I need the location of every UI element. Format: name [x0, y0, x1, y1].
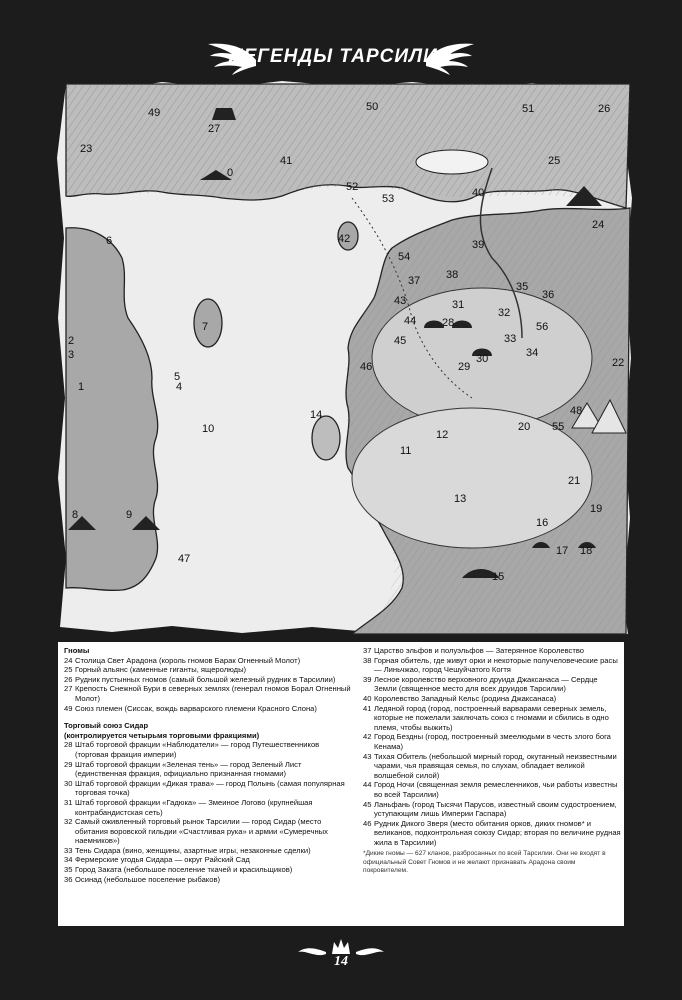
- map-marker-21: 21: [568, 475, 581, 487]
- legend-entry-number: 33: [64, 845, 73, 855]
- legend-entry-24: [64, 656, 354, 666]
- map-marker-49: 49: [148, 107, 161, 119]
- legend-entry-33: [64, 846, 354, 856]
- map-marker-38: 38: [446, 269, 459, 281]
- legend-entry-text: Город Ночи (священная земля ремесленников, чьи работы известны во всей Тарсилии): [374, 780, 618, 799]
- legend-entry-number: 24: [64, 655, 73, 665]
- legend-entry-34: [64, 855, 354, 865]
- page-number: 14: [334, 954, 348, 969]
- legend-entry-number: 28: [64, 740, 73, 750]
- map-marker-14: 14: [310, 409, 323, 421]
- map-illustration: [52, 78, 636, 638]
- page-footer: [0, 930, 682, 990]
- map-marker-18: 18: [580, 545, 593, 557]
- map-marker-43: 43: [394, 295, 407, 307]
- map-legend: [58, 642, 624, 926]
- map-marker-46: 46: [360, 361, 373, 373]
- map-marker-30: 30: [476, 353, 489, 365]
- legend-entry-31: [64, 798, 354, 817]
- legend-entry-text: Штаб торговой фракции «Дикая трава» — город Полынь (самая популярная торговая точка): [75, 778, 345, 798]
- legend-entry-42: [363, 732, 621, 751]
- map-marker-5: 5: [174, 371, 181, 383]
- legend-entry-text: Горный альянс (каменные гиганты, ящеролюды): [75, 665, 247, 675]
- map-marker-12: 12: [436, 429, 449, 441]
- map-marker-17: 17: [556, 545, 569, 557]
- map-marker-44: 44: [404, 315, 417, 327]
- map-marker-27: 27: [208, 123, 221, 135]
- legend-entry-number: 34: [64, 855, 73, 865]
- legend-entry-number: 49: [64, 703, 73, 713]
- legend-entry-text: Горная обитель, где живут орки и некоторые получеловеческие расы — Линьчжао, город Чешуйчатого Когтя: [374, 655, 618, 675]
- map-marker-3: 3: [68, 349, 75, 361]
- map-marker-4: 4: [176, 381, 183, 393]
- map-marker-40: 40: [472, 187, 485, 199]
- map-marker-28: 28: [442, 317, 455, 329]
- legend-entry-39: [363, 675, 621, 694]
- legend-entry-29: [64, 760, 354, 779]
- legend-entry-37: [363, 646, 621, 656]
- legend-entry-36: [64, 875, 354, 885]
- map-marker-33: 33: [504, 333, 517, 345]
- map-marker-32: 32: [498, 307, 511, 319]
- map-marker-36: 36: [542, 289, 555, 301]
- map-marker-22: 22: [612, 357, 625, 369]
- legend-entry-27: [64, 684, 354, 703]
- map-marker-24: 24: [592, 219, 605, 231]
- legend-entry-text: Штаб торговой фракции «Гадюка» — Змеиное Логово (крупнейшая контрабандистская сеть): [75, 797, 313, 817]
- legend-entry-text: Царство эльфов и полуэльфов — Затерянное Королевство: [374, 646, 585, 655]
- map-marker-0: 0: [227, 167, 234, 179]
- map-marker-52: 52: [346, 181, 359, 193]
- page-header: [0, 38, 682, 78]
- map-marker-29: 29: [458, 361, 471, 373]
- legend-entry-number: 37: [363, 646, 372, 655]
- legend-dwarves-list: [64, 656, 354, 714]
- legend-entry-40: [363, 694, 621, 704]
- legend-entry-text: Штаб торговой фракции «Наблюдатели» — город Путешественников (торговая фракция империи): [75, 740, 320, 759]
- legend-entry-number: 45: [363, 799, 372, 809]
- map-marker-39: 39: [472, 239, 485, 251]
- map-marker-35: 35: [516, 281, 529, 293]
- legend-entry-number: 41: [363, 703, 372, 713]
- map-marker-8: 8: [72, 509, 79, 521]
- legend-entry-41: [363, 704, 621, 733]
- map-marker-47: 47: [178, 553, 191, 565]
- map-marker-1: 1: [78, 381, 85, 393]
- legend-entry-number: 30: [64, 778, 73, 788]
- legend-entry-number: 42: [363, 732, 372, 742]
- legend-entry-text: Ланьфань (город Тысячи Парусов, известный своим судостроением, уступающим лишь Империи Гаспара): [374, 799, 617, 819]
- legend-entry-text: Лесное королевство верховного друида Джаксанаса — Сердце Земли (священное место для всех друидов Тарсилии): [374, 674, 598, 694]
- legend-entry-number: 39: [363, 674, 372, 684]
- legend-entry-text: Фермерские угодья Сидара — округ Райский Сад: [75, 855, 250, 865]
- map-marker-37: 37: [408, 275, 421, 287]
- legend-entry-text: Город Заката (небольшое поселение ткачей и красильщиков): [75, 865, 293, 875]
- legend-entry-text: Ледяной город (город, построенный варварами северных земель, которые не пожелали заключать союз с гномами и сбились в одно племя, чтобы выжить): [374, 703, 609, 732]
- legend-entry-text: Тень Сидара (вино, женщины, азартные игры, незаконные сделки): [75, 845, 311, 855]
- map-marker-55: 55: [552, 421, 565, 433]
- map-marker-48: 48: [570, 405, 583, 417]
- legend-entry-45: [363, 800, 621, 819]
- legend-entry-text: Рудник пустынных гномов (самый большой железный рудник в Тарсилии): [75, 674, 336, 684]
- map-marker-25: 25: [548, 155, 561, 167]
- map-marker-11: 11: [400, 445, 412, 457]
- map-marker-26: 26: [598, 103, 611, 115]
- legend-entry-38: [363, 656, 621, 675]
- legend-entry-text: Самый оживленный торговый рынок Тарсилии — город Сидар (место обитания воровской гильдии «Счастливая рука» и армии «Сумеречных наемников»): [75, 817, 328, 846]
- legend-entry-25: [64, 665, 354, 675]
- legend-heading-sidar: Торговый союз Сидар: [64, 721, 149, 731]
- legend-right-column: [363, 646, 621, 876]
- legend-entry-number: 29: [64, 759, 73, 769]
- legend-entry-number: 31: [64, 797, 73, 807]
- map-marker-31: 31: [452, 299, 465, 311]
- map-marker-51: 51: [522, 103, 535, 115]
- map-marker-42: 42: [338, 233, 351, 245]
- legend-entry-number: 44: [363, 780, 372, 790]
- island-14: [312, 416, 340, 460]
- legend-entry-49: [64, 704, 354, 714]
- northern-lake: [416, 150, 488, 174]
- legend-entry-text: Столица Свет Арадона (король гномов Барак Огненный Молот): [75, 655, 301, 665]
- legend-entry-35: [64, 865, 354, 875]
- legend-left-column: [64, 646, 354, 884]
- tarsilia-map: [52, 78, 636, 638]
- legend-entry-28: [64, 740, 354, 759]
- legend-entry-text: Союз племен (Сиссак, вождь варварского племени Красного Слона): [75, 703, 317, 713]
- legend-entry-text: Крепость Снежной Бури в северных землях (генерал гномов Борал Огненный Молот): [75, 684, 351, 703]
- legend-entry-text: Город Бездны (город, построенный змеелюдьми в честь злого бога Кенама): [374, 732, 611, 751]
- legend-entry-number: 26: [64, 674, 73, 684]
- map-marker-50: 50: [366, 101, 379, 113]
- legend-entry-number: 32: [64, 817, 73, 827]
- map-marker-20: 20: [518, 421, 531, 433]
- map-marker-54: 54: [398, 251, 411, 263]
- map-marker-45: 45: [394, 335, 407, 347]
- legend-entry-text: Рудник Дикого Зверя (место обитания орков, диких гномов* и великанов, подконтрольная союзу Сидар; вторая по величине рудная жила в Тарсилии): [374, 818, 621, 847]
- map-marker-56: 56: [536, 321, 549, 333]
- map-marker-16: 16: [536, 517, 549, 529]
- map-marker-15: 15: [492, 571, 505, 583]
- map-marker-23: 23: [80, 143, 93, 155]
- legend-entry-text: Осинад (небольшое поселение рыбаков): [75, 874, 221, 884]
- legend-entry-text: Королевство Западный Кельс (родина Джаксанаса): [374, 693, 557, 703]
- map-marker-6: 6: [106, 235, 113, 247]
- legend-entry-30: [64, 779, 354, 798]
- legend-entry-26: [64, 675, 354, 685]
- map-marker-7: 7: [202, 321, 209, 333]
- legend-entry-number: 25: [64, 665, 73, 675]
- map-marker-13: 13: [454, 493, 467, 505]
- legend-entry-43: [363, 752, 621, 781]
- legend-entry-number: 40: [363, 693, 372, 703]
- legend-sidar-list: [64, 740, 354, 884]
- map-marker-41: 41: [280, 155, 293, 167]
- legend-entry-text: Тихая Обитель (небольшой мирный город, окутанный неизвестными чарами, чья правящая семья, по слухам, обладает великой волшебной силой): [374, 751, 617, 780]
- legend-entry-number: 43: [363, 751, 372, 761]
- legend-entry-46: [363, 819, 621, 848]
- map-marker-2: 2: [68, 335, 75, 347]
- legend-entry-text: Штаб торговой фракции «Зеленая тень» — город Зеленый Лист (единственная фракция, официально признанная гномами): [75, 759, 302, 779]
- legend-entry-32: [64, 817, 354, 846]
- map-marker-34: 34: [526, 347, 539, 359]
- legend-kingdoms-list: [363, 646, 621, 847]
- legend-heading-dwarves: Гномы: [64, 646, 90, 655]
- legend-entry-number: 35: [64, 865, 73, 875]
- legend-entry-number: 38: [363, 655, 372, 665]
- legend-footnote: *Дикие гномы — 627 кланов, разбросанных по всей Тарсилии. Они не входят в официальный Совет Гномов и не желают признавать Арадона своим покровителем.: [363, 850, 606, 875]
- legend-subheading-sidar: (контролируется четырьмя торговыми фракциями): [64, 730, 260, 740]
- page-title: ЛЕГЕНДЫ ТАРСИЛИИ: [229, 46, 453, 67]
- map-marker-19: 19: [590, 503, 603, 515]
- legend-entry-number: 46: [363, 818, 372, 828]
- legend-entry-44: [363, 780, 621, 799]
- legend-entry-number: 36: [64, 874, 73, 884]
- map-marker-10: 10: [202, 423, 215, 435]
- map-marker-9: 9: [126, 509, 133, 521]
- map-marker-53: 53: [382, 193, 395, 205]
- legend-entry-number: 27: [64, 684, 73, 694]
